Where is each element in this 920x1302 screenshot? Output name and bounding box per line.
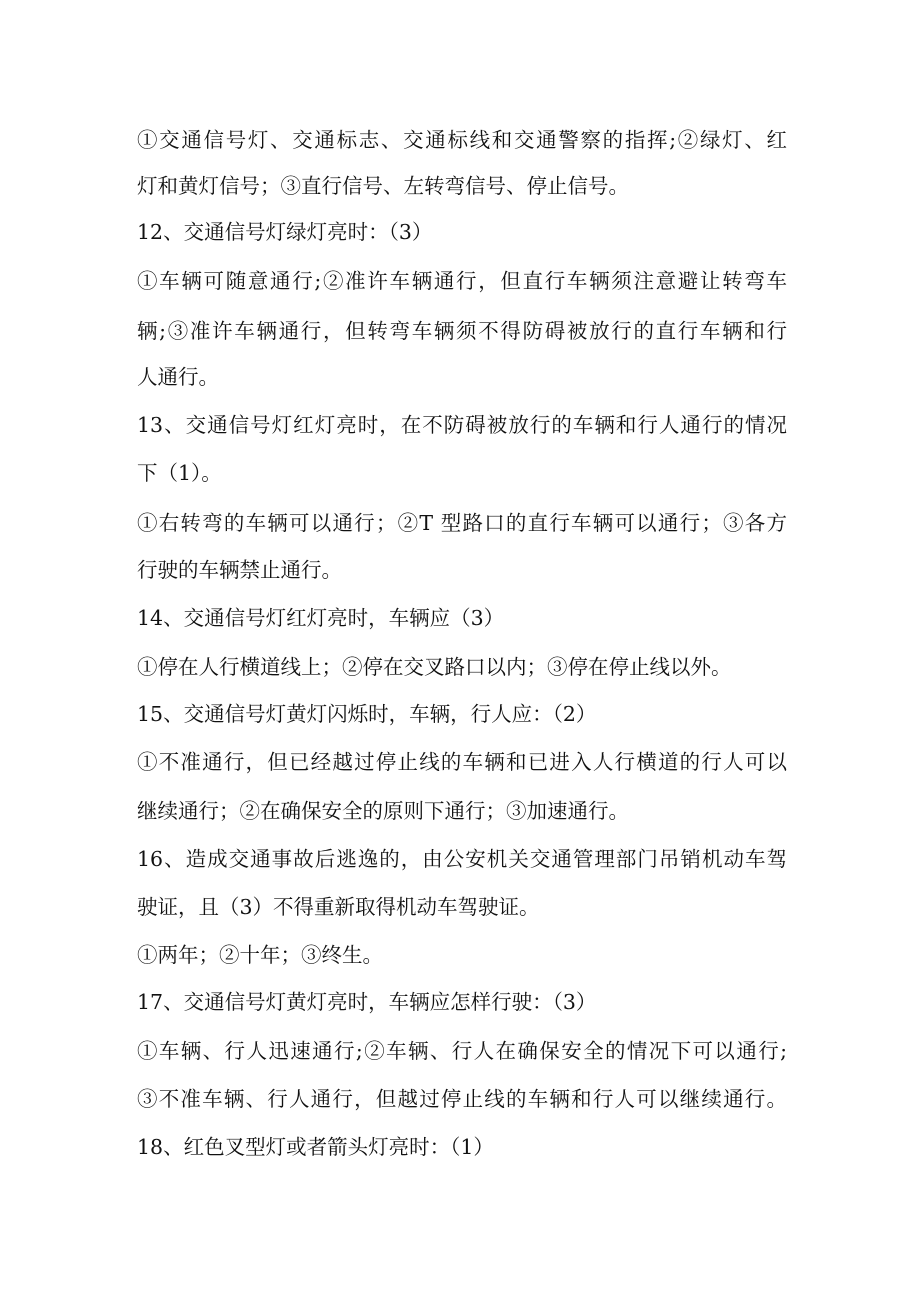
- question-18: 18、红色叉型灯或者箭头灯亮时：（1）: [137, 1135, 494, 1159]
- text-line-9: ①右转弯的车辆可以通行；②T 型路口的直行车辆可以通行；③各方: [137, 511, 787, 535]
- text-line-4: ①车辆可随意通行;②准许车辆通行，但直行车辆须注意避让转弯车: [137, 269, 787, 293]
- question-15: 15、交通信号灯黄灯闪烁时，车辆，行人应：（2）: [137, 702, 597, 726]
- text-line-15: 继续通行；②在确保安全的原则下通行；③加速通行。: [137, 799, 629, 823]
- text-line-1: ①交通信号灯、交通标志、交通标线和交通警察的指挥;②绿灯、红: [137, 128, 787, 152]
- text-line-6: 人通行。: [137, 365, 219, 389]
- question-16: 16、造成交通事故后逃逸的，由公安机关交通管理部门吊销机动车驾: [137, 847, 787, 871]
- text-line-18: ①两年；②十年；③终生。: [137, 943, 383, 967]
- question-12: 12、交通信号灯绿灯亮时：（3）: [137, 220, 433, 244]
- text-line-14: ①不准通行，但已经越过停止线的车辆和已进入人行横道的行人可以: [137, 750, 787, 774]
- text-line-17: 驶证，且（3）不得重新取得机动车驾驶证。: [137, 895, 540, 919]
- text-line-5: 辆;③准许车辆通行，但转弯车辆须不得防碍被放行的直行车辆和行: [137, 319, 787, 343]
- question-14: 14、交通信号灯红灯亮时，车辆应（3）: [137, 606, 505, 630]
- text-line-8: 下（1）。: [137, 461, 222, 485]
- text-line-21: ③不准车辆、行人通行，但越过停止线的车辆和行人可以继续通行。: [137, 1087, 787, 1111]
- text-line-20: ①车辆、行人迅速通行;②车辆、行人在确保安全的情况下可以通行;: [137, 1039, 787, 1063]
- question-17: 17、交通信号灯黄灯亮时，车辆应怎样行驶：（3）: [137, 990, 597, 1014]
- text-line-2: 灯和黄灯信号；③直行信号、左转弯信号、停止信号。: [137, 174, 629, 198]
- question-13: 13、交通信号灯红灯亮时，在不防碍被放行的车辆和行人通行的情况: [137, 413, 787, 437]
- text-line-12: ①停在人行横道线上；②停在交叉路口以内；③停在停止线以外。: [137, 655, 732, 679]
- text-line-10: 行驶的车辆禁止通行。: [137, 558, 342, 582]
